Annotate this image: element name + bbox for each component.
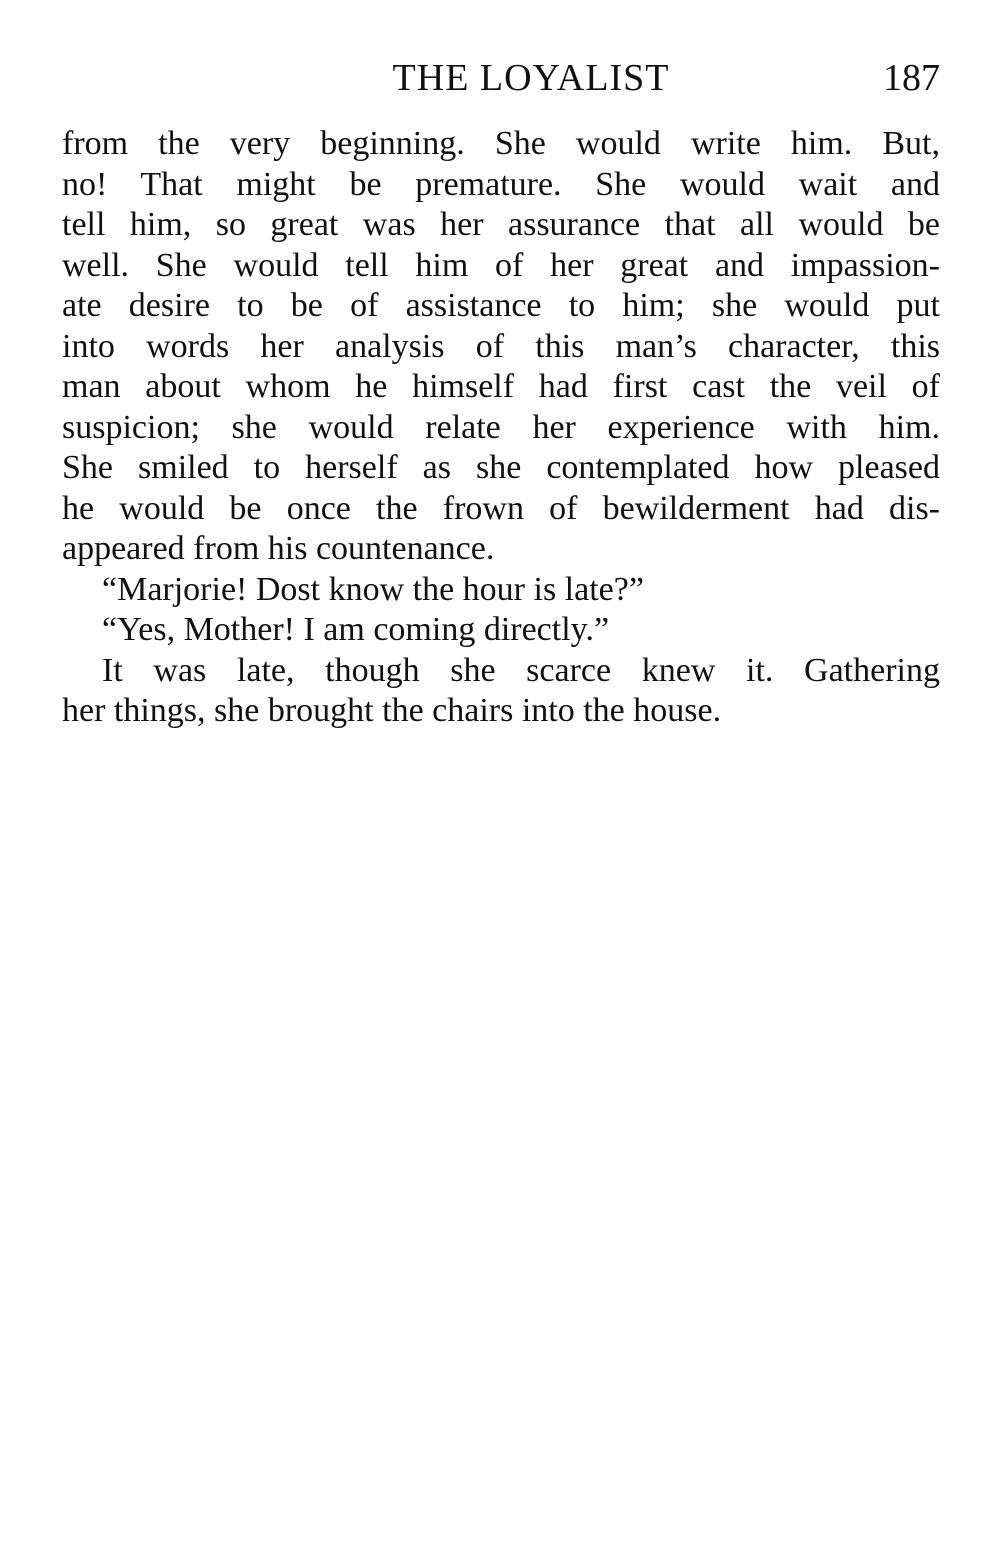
dialogue-line: “Marjorie! Dost know the hour is late?”	[102, 570, 644, 608]
text-line: no! That might be premature. She would wait and	[62, 165, 940, 203]
text-line: It was late, though she scarce knew it. Gathering	[102, 651, 940, 689]
text-line: well. She would tell him of her great and impassion-	[62, 246, 940, 284]
text-line: tell him, so great was her assurance that all would be	[62, 206, 940, 243]
text-line: man about whom he himself had first cast the veil of	[62, 368, 940, 405]
text-line: ate desire to be of assistance to him; she would put	[62, 287, 940, 324]
text-line: appeared from his countenance.	[62, 530, 495, 567]
text-line: suspicion; she would relate her experience with him.	[62, 408, 940, 446]
text-line: She smiled to herself as she contemplated how pleased	[62, 449, 940, 486]
text-line: he would be once the frown of bewilderment had dis-	[62, 489, 940, 527]
text-line: into words her analysis of this man’s character, this	[62, 327, 940, 365]
text-line: her things, she brought the chairs into the house.	[62, 692, 722, 729]
page-header	[62, 54, 940, 102]
body-text	[62, 124, 940, 732]
page-number: 187	[883, 57, 940, 99]
running-title: THE LOYALIST	[392, 57, 670, 99]
text-line: from the very beginning. She would write him. But,	[62, 125, 940, 162]
dialogue-line: “Yes, Mother! I am coming directly.”	[102, 611, 610, 648]
